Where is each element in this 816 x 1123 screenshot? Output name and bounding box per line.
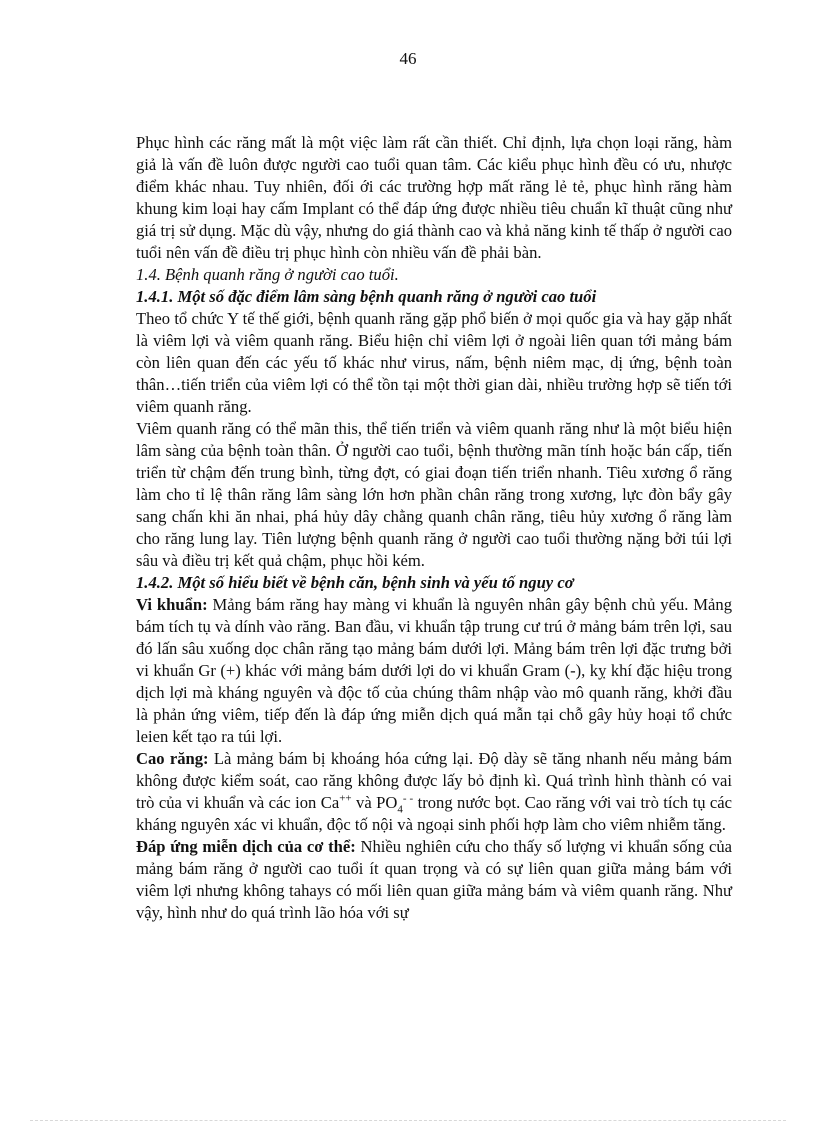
section-heading-1-4: 1.4. Bệnh quanh răng ở người cao tuổi. xyxy=(136,265,399,284)
paragraph-calculus xyxy=(136,748,732,836)
paragraph-bacteria xyxy=(136,594,732,748)
section-heading-1-4-1: 1.4.1. Một số đặc điểm lâm sàng bệnh quanh răng ở người cao tuổi xyxy=(136,287,597,306)
paragraph-prosthetics: Phục hình các răng mất là một việc làm rất cần thiết. Chỉ định, lựa chọn loại răng, hàm giả là vấn đề luôn được người cao tuổi quan tâm. Các kiểu phục hình đều có ưu, nhược điểm khác nhau. Tuy nhiên, đối ới các trường hợp mất răng lẻ tẻ, phục hình răng hàm khung kim loại hay cấm Implant có thể đáp ứng được nhiều tiêu chuẩn kĩ thuật cũng như giá trị sử dụng. Mặc dù vậy, nhưng do giá thành cao và khả năng kinh tế thấp ở người cao tuổi nên vấn đề điều trị phục hình còn nhiều vấn đề phải bàn. xyxy=(136,133,732,262)
document-body xyxy=(136,132,732,924)
term-bacteria: Vi khuẩn: xyxy=(136,595,208,614)
section-heading-1-4-2: 1.4.2. Một số hiểu biết về bệnh căn, bệnh sinh và yếu tố nguy cơ xyxy=(136,573,574,592)
text-calculus-b: và PO xyxy=(351,793,398,812)
paragraph-immune-response xyxy=(136,836,732,924)
text-immune-response: Nhiều nghiên cứu cho thấy số lượng vi khuẩn sống của mảng bám răng ở người cao tuổi ít quan trọng và có sự liên quan giữa mảng bám với viêm lợi nhưng không tahays có mối liên quan giữa mảng bám và viêm quanh răng. Như vậy, hình như do quá trình lão hóa với sự xyxy=(136,837,732,922)
text-calculus-c: trong nước bọt. Cao răng với vai trò tích tụ các kháng nguyên xác vi khuẩn, độc tố nội và ngoại sinh phối hợp làm cho viêm nhiễm tăng. xyxy=(136,793,732,834)
paragraph-periodontitis: Viêm quanh răng có thể mãn this, thể tiến triển và viêm quanh răng như là một biểu hiện lâm sàng của bệnh toàn thân. Ở người cao tuổi, bệnh thường mãn tính hoặc bán cấp, tiến triển từ chậm đến trung bình, từng đợt, có giai đoạn tiến triển nhanh. Tiêu xương ổ răng làm cho tỉ lệ thân răng lâm sàng lớn hơn phần chân răng trong xương, lực đòn bẩy gây sang chấn khi ăn nhai, phá hủy dây chằng quanh chân răng, tiêu hủy xương ổ răng làm cho răng lung lay. Tiên lượng bệnh quanh răng ở người cao tuổi thường nặng bởi túi lợi sâu và điều trị kết quả chậm, phục hồi kém. xyxy=(136,419,732,570)
term-calculus: Cao răng: xyxy=(136,749,209,768)
paragraph-who: Theo tổ chức Y tế thế giới, bệnh quanh răng gặp phổ biến ở mọi quốc gia và hay gặp nhất là viêm lợi và viêm quanh răng. Biểu hiện chỉ viêm lợi ở ngoài liên quan tới mảng bám còn liên quan đến các yếu tố khác như virus, nấm, bệnh niêm mạc, dị ứng, bệnh toàn thân…tiến triển của viêm lợi có thể tồn tại một thời gian dài, nhiều trường hợp sẽ tiến tới viêm quanh răng. xyxy=(136,309,732,416)
phosphate-charge: - - xyxy=(402,792,414,805)
term-immune-response: Đáp ứng miễn dịch của cơ thể: xyxy=(136,837,356,856)
text-calculus-a: Là mảng bám bị khoáng hóa cứng lại. Độ dày sẽ tăng nhanh nếu mảng bám không được kiểm soát, cao răng không được lấy bỏ định kì. Quá trình hình thành có vai trò của vi khuẩn và các ion Ca xyxy=(136,749,732,812)
calcium-charge: ++ xyxy=(339,792,352,805)
page-bottom-divider xyxy=(30,1120,786,1121)
page-number: 46 xyxy=(399,49,417,68)
phosphate-subscript: 4 xyxy=(397,803,403,816)
text-bacteria: Mảng bám răng hay màng vi khuẩn là nguyên nhân gây bệnh chủ yếu. Mảng bám tích tụ và dính vào răng. Ban đầu, vi khuẩn tập trung cư trú ở mảng bám trên lợi, sau đó lấn sâu xuống dọc chân răng tạo mảng bám dưới lợi. Mảng bám trên lợi đặc trưng bởi vi khuẩn Gr (+) khác với mảng bám dưới lợi do vi khuẩn Gram (-), kỵ khí đặc hiệu trong dịch lợi mà kháng nguyên và độc tố của chúng thâm nhập vào mô quanh răng, khởi đầu là phản ứng viêm, tiếp đến là đáp ứng miễn dịch quá mẫn tại chỗ gây hủy hoại tổ chức leien kết tạo ra túi lợi. xyxy=(136,595,732,746)
